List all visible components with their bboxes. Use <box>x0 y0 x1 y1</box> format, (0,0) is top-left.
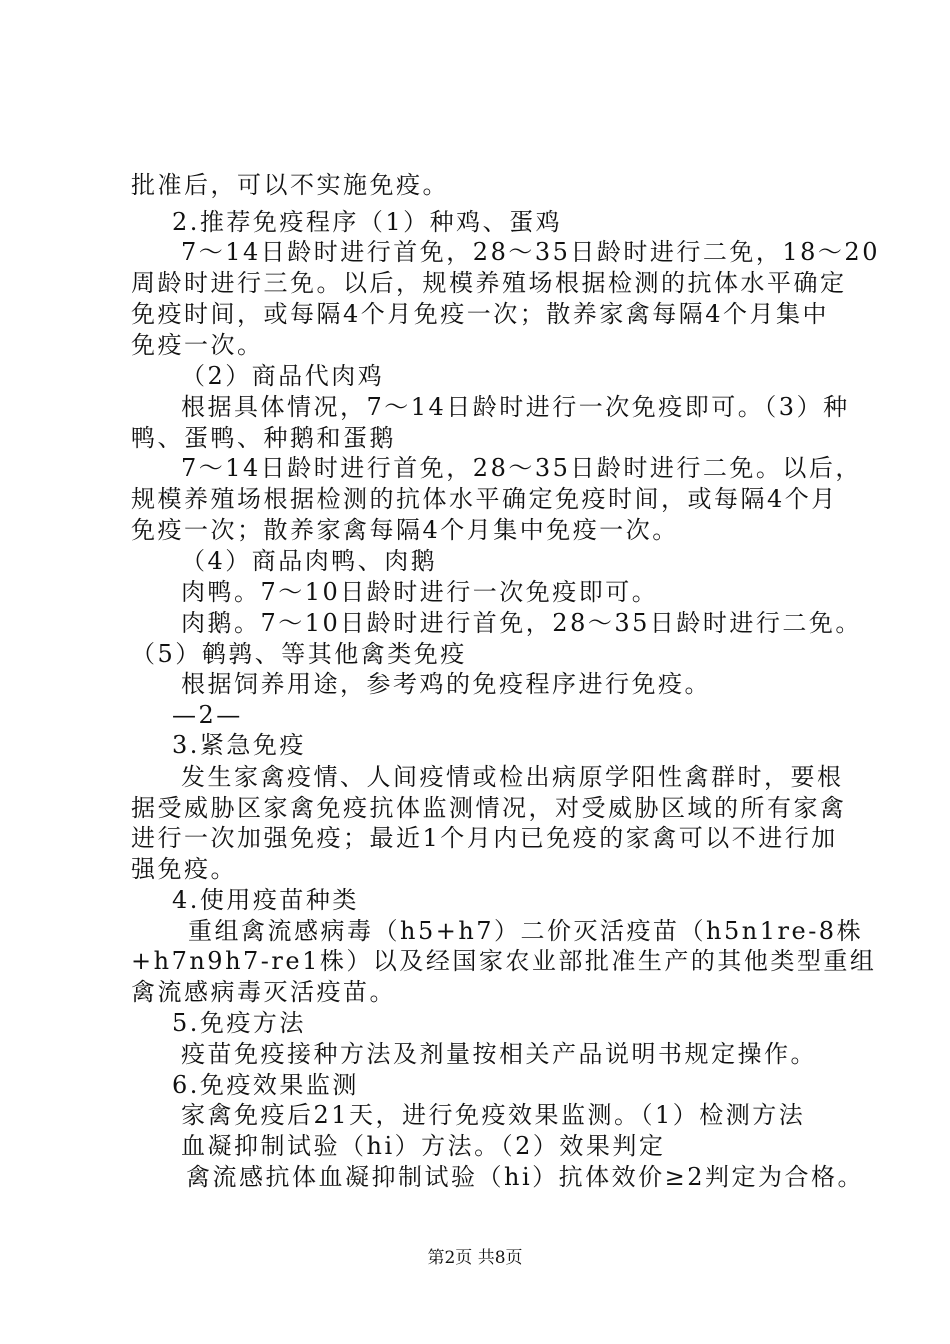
section-heading: 5.免疫方法 <box>172 1009 306 1037</box>
text-line: 免疫一次。 <box>131 331 264 359</box>
section-heading: 6.免疫效果监测 <box>172 1071 359 1099</box>
text-line: +h7n9h7-re1株）以及经国家农业部批准生产的其他类型重组 <box>131 947 877 975</box>
text-line: 血凝抑制试验（hi）方法。（2）效果判定 <box>181 1132 666 1160</box>
text-line: 7～14日龄时进行首免，28～35日龄时进行二免，18～20 <box>181 238 880 266</box>
text-line: 据受威胁区家禽免疫抗体监测情况，对受威胁区域的所有家禽 <box>131 794 847 822</box>
section-heading: 4.使用疫苗种类 <box>172 886 359 914</box>
text-line: 7～14日龄时进行首免，28～35日龄时进行二免。以后， <box>181 454 862 482</box>
text-line: 进行一次加强免疫；最近1个月内已免疫的家禽可以不进行加 <box>131 824 838 852</box>
section-heading: 3.紧急免疫 <box>172 731 306 759</box>
text-line: 规模养殖场根据检测的抗体水平确定免疫时间，或每隔4个月 <box>131 485 838 513</box>
text-line: 发生家禽疫情、人间疫情或检出病原学阳性禽群时，要根 <box>181 763 844 791</box>
section-heading: 2.推荐免疫程序（1）种鸡、蛋鸡 <box>172 208 563 236</box>
text-line: 周龄时进行三免。以后，规模养殖场根据检测的抗体水平确定 <box>131 269 847 297</box>
text-line: 肉鹅。7～10日龄时进行首免，28～35日龄时进行二免。 <box>181 609 862 637</box>
text-line: 禽流感抗体血凝抑制试验（hi）抗体效价≥2判定为合格。 <box>186 1163 865 1191</box>
text-line: 免疫时间，或每隔4个月免疫一次；散养家禽每隔4个月集中 <box>131 300 830 328</box>
text-line: 家禽免疫后21天，进行免疫效果监测。（1）检测方法 <box>181 1101 806 1129</box>
page-marker: —2— <box>172 701 243 729</box>
text-line: 批准后，可以不实施免疫。 <box>131 171 449 199</box>
text-line: 肉鸭。7～10日龄时进行一次免疫即可。 <box>181 578 659 606</box>
sub-heading: （4）商品肉鸭、肉鹅 <box>181 547 438 575</box>
text-line: 鸭、蛋鸭、种鹅和蛋鹅 <box>131 424 396 452</box>
text-line: 根据具体情况，7～14日龄时进行一次免疫即可。（3）种 <box>181 393 850 421</box>
text-line: 疫苗免疫接种方法及剂量按相关产品说明书规定操作。 <box>181 1040 817 1068</box>
text-line: 根据饲养用途，参考鸡的免疫程序进行免疫。 <box>181 670 711 698</box>
text-line: 重组禽流感病毒（h5+h7）二价灭活疫苗（h5n1re-8株 <box>188 917 864 945</box>
text-line: 强免疫。 <box>131 855 237 883</box>
text-line: 禽流感病毒灭活疫苗。 <box>131 978 396 1006</box>
text-line: 免疫一次；散养家禽每隔4个月集中免疫一次。 <box>131 516 679 544</box>
sub-heading: （5）鹌鹑、等其他禽类免疫 <box>131 640 467 668</box>
page-footer: 第2页 共8页 <box>427 1248 523 1268</box>
sub-heading: （2）商品代肉鸡 <box>181 362 385 390</box>
